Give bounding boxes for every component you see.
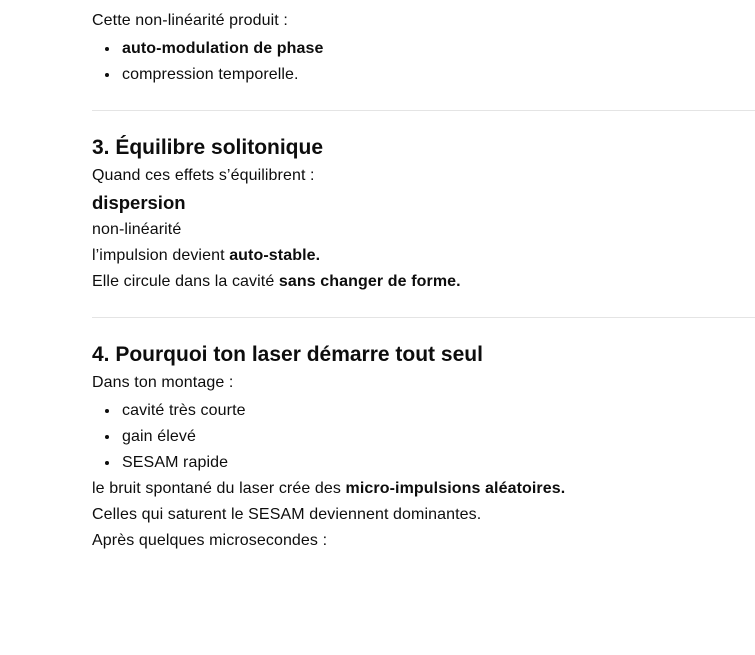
- paragraph-text: Elle circule dans la cavité: [92, 273, 279, 290]
- list-item: [120, 36, 755, 62]
- list-item: [120, 398, 755, 424]
- paragraph-text-bold: sans changer de forme.: [278, 273, 461, 290]
- dispersion-subheading: dispersion: [92, 192, 186, 213]
- paragraph-text: l’impulsion devient: [92, 247, 230, 264]
- circulate-paragraph: [92, 269, 755, 295]
- section-4-lead: Dans ton montage :: [92, 374, 234, 391]
- section-4-heading: 4. Pourquoi ton laser démarre tout seul: [92, 343, 483, 366]
- list-item-text: cavité très courte: [122, 402, 246, 419]
- list-item-text: gain élevé: [122, 428, 196, 445]
- section-divider: [92, 317, 755, 318]
- section-3-heading: 3. Équilibre solitonique: [92, 136, 324, 159]
- list-item: [120, 450, 755, 476]
- pulse-paragraph: [92, 243, 755, 269]
- list-item-text: compression temporelle.: [122, 66, 299, 83]
- paragraph-text-bold: auto-stable.: [229, 247, 321, 264]
- nonlinearity-paragraph: non-linéarité: [92, 221, 182, 238]
- list-item: [120, 62, 755, 88]
- effects-list: [92, 36, 755, 88]
- paragraph-text: le bruit spontané du laser crée des: [92, 480, 346, 497]
- section-3-lead: Quand ces effets s’équilibrent :: [92, 167, 315, 184]
- intro-paragraph: Cette non-linéarité produit :: [92, 12, 288, 29]
- section-divider: [92, 110, 755, 111]
- list-item-text: SESAM rapide: [122, 454, 229, 471]
- noise-paragraph: [92, 476, 755, 502]
- dominant-paragraph: Celles qui saturent le SESAM deviennent dominantes.: [92, 506, 482, 523]
- list-item: [120, 424, 755, 450]
- list-item-text-bold: auto-modulation de phase: [122, 40, 324, 57]
- paragraph-text-bold: micro-impulsions aléatoires.: [345, 480, 566, 497]
- montage-list: [92, 398, 755, 476]
- after-paragraph: Après quelques microsecondes :: [92, 532, 328, 549]
